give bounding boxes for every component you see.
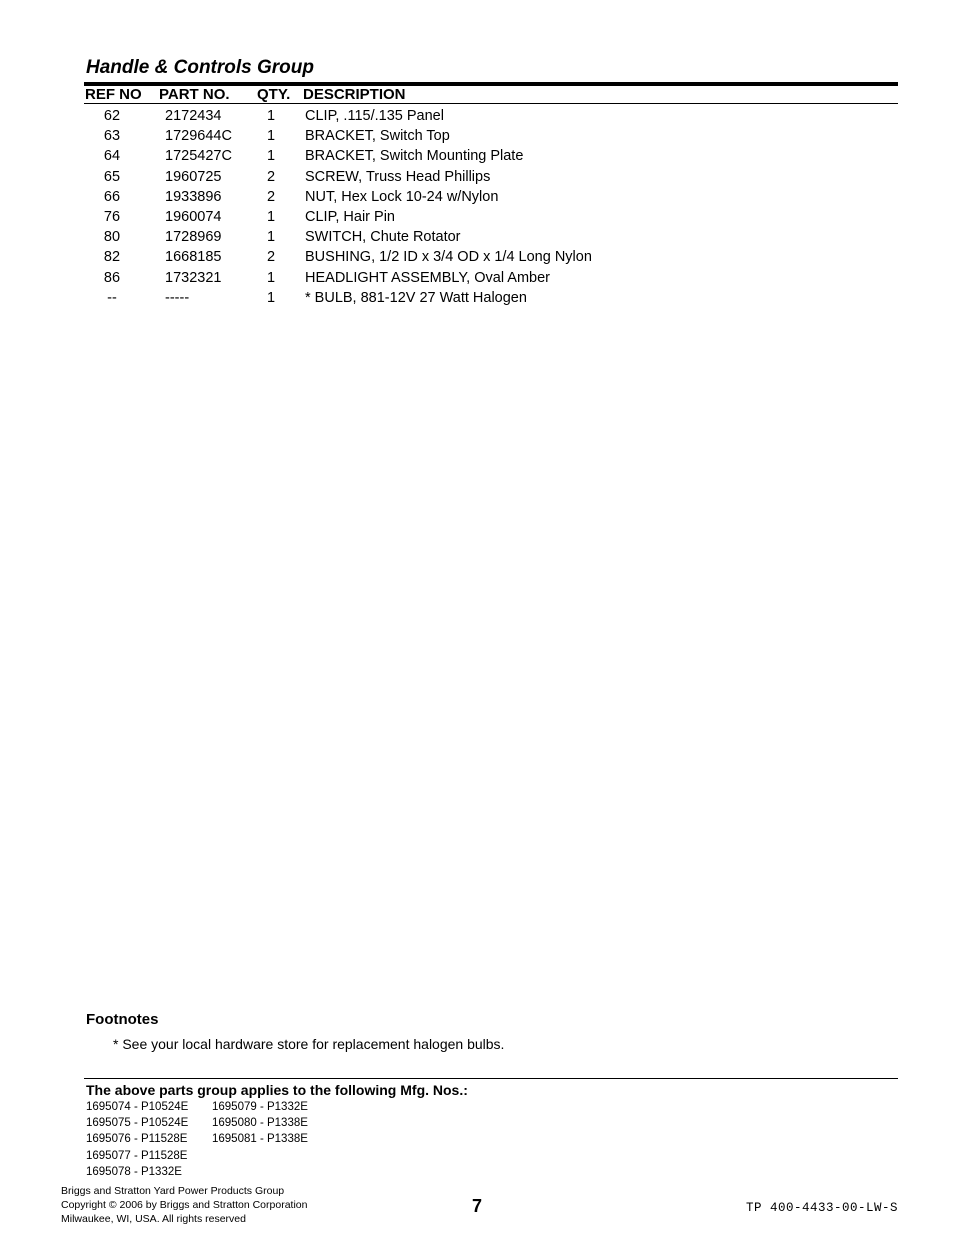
part-no-cell: 1960074 [165, 208, 222, 225]
part-no-cell: 1933896 [165, 188, 222, 205]
table-row [84, 227, 898, 247]
parts-table [84, 106, 898, 308]
footnote-item: * See your local hardware store for replacement halogen bulbs. [113, 1036, 505, 1052]
ref-no-cell: -- [107, 289, 117, 306]
footer-company-info [61, 1184, 307, 1226]
mfg-rule [84, 1078, 898, 1079]
qty-cell: 1 [266, 128, 276, 145]
table-row [84, 268, 898, 288]
description-cell: * BULB, 881-12V 27 Watt Halogen [305, 289, 527, 306]
qty-cell: 2 [266, 249, 276, 266]
ref-no-cell: 76 [103, 208, 121, 225]
ref-no-cell: 64 [103, 148, 121, 165]
table-row [84, 288, 898, 308]
description-cell: HEADLIGHT ASSEMBLY, Oval Amber [305, 269, 550, 286]
description-cell: BRACKET, Switch Mounting Plate [305, 148, 524, 165]
description-cell: CLIP, Hair Pin [305, 208, 395, 225]
section-title: Handle & Controls Group [86, 57, 314, 78]
mfg-number-item: 1695078 - P1332E [86, 1165, 182, 1178]
ref-no-cell: 66 [103, 188, 121, 205]
part-no-cell: 1725427C [165, 148, 232, 165]
qty-cell: 1 [266, 108, 276, 124]
footnotes-title: Footnotes [86, 1011, 159, 1028]
qty-cell: 2 [266, 168, 276, 185]
table-row [84, 146, 898, 166]
description-cell: NUT, Hex Lock 10-24 w/Nylon [305, 188, 499, 205]
mfg-number-item: 1695074 - P10524E [86, 1101, 189, 1113]
description-cell: BUSHING, 1/2 ID x 3/4 OD x 1/4 Long Nylon [305, 249, 592, 266]
qty-cell: 1 [266, 269, 276, 286]
part-no-cell: 2172434 [165, 108, 222, 124]
mfg-number-item: 1695081 - P1338E [212, 1133, 308, 1146]
mfg-number-item: 1695077 - P11528E [86, 1149, 188, 1162]
column-header-description: DESCRIPTION [303, 86, 406, 103]
ref-no-cell: 82 [103, 249, 121, 266]
part-no-cell: 1732321 [165, 269, 222, 286]
document-code: TP 400-4433-00-LW-S [745, 1201, 898, 1215]
ref-no-cell: 63 [103, 128, 121, 145]
column-header-qty: QTY. [257, 86, 291, 103]
mfg-number-item: 1695075 - P10524E [86, 1117, 189, 1130]
qty-cell: 1 [266, 148, 276, 165]
table-row [84, 126, 898, 146]
ref-no-cell: 86 [103, 269, 121, 286]
qty-cell: 2 [266, 188, 276, 205]
part-no-cell: ----- [165, 289, 190, 306]
part-no-cell: 1668185 [165, 249, 222, 266]
footer-location: Milwaukee, WI, USA. All rights reserved [61, 1213, 246, 1225]
part-no-cell: 1960725 [165, 168, 222, 185]
table-row [84, 106, 898, 126]
table-row [84, 167, 898, 187]
ref-no-cell: 65 [103, 168, 121, 185]
qty-cell: 1 [266, 229, 276, 246]
mfg-number-item: 1695079 - P1332E [212, 1101, 308, 1113]
header-rule [84, 103, 898, 104]
mfg-number-item: 1695080 - P1338E [212, 1117, 308, 1130]
description-cell: SCREW, Truss Head Phillips [305, 168, 491, 185]
ref-no-cell: 80 [103, 229, 121, 246]
footer-copyright: Copyright © 2006 by Briggs and Stratton Corporation [61, 1199, 308, 1211]
footer-company: Briggs and Stratton Yard Power Products Group [61, 1185, 285, 1197]
part-no-cell: 1728969 [165, 229, 222, 246]
ref-no-cell: 62 [103, 108, 121, 124]
column-header-part-no: PART NO. [159, 86, 230, 103]
description-cell: CLIP, .115/.135 Panel [305, 108, 444, 124]
description-cell: SWITCH, Chute Rotator [305, 229, 461, 246]
page-number: 7 [472, 1196, 483, 1216]
table-header [84, 86, 898, 104]
qty-cell: 1 [266, 208, 276, 225]
qty-cell: 1 [266, 289, 276, 306]
table-row [84, 187, 898, 207]
mfg-list-column-1 [86, 1099, 188, 1180]
mfg-title: The above parts group applies to the following Mfg. Nos.: [86, 1082, 468, 1098]
mfg-list-column-2 [212, 1099, 308, 1148]
column-header-ref-no: REF NO [85, 86, 142, 103]
description-cell: BRACKET, Switch Top [305, 128, 450, 145]
table-row [84, 207, 898, 227]
mfg-number-item: 1695076 - P11528E [86, 1133, 188, 1146]
table-row [84, 247, 898, 267]
part-no-cell: 1729644C [165, 128, 232, 145]
